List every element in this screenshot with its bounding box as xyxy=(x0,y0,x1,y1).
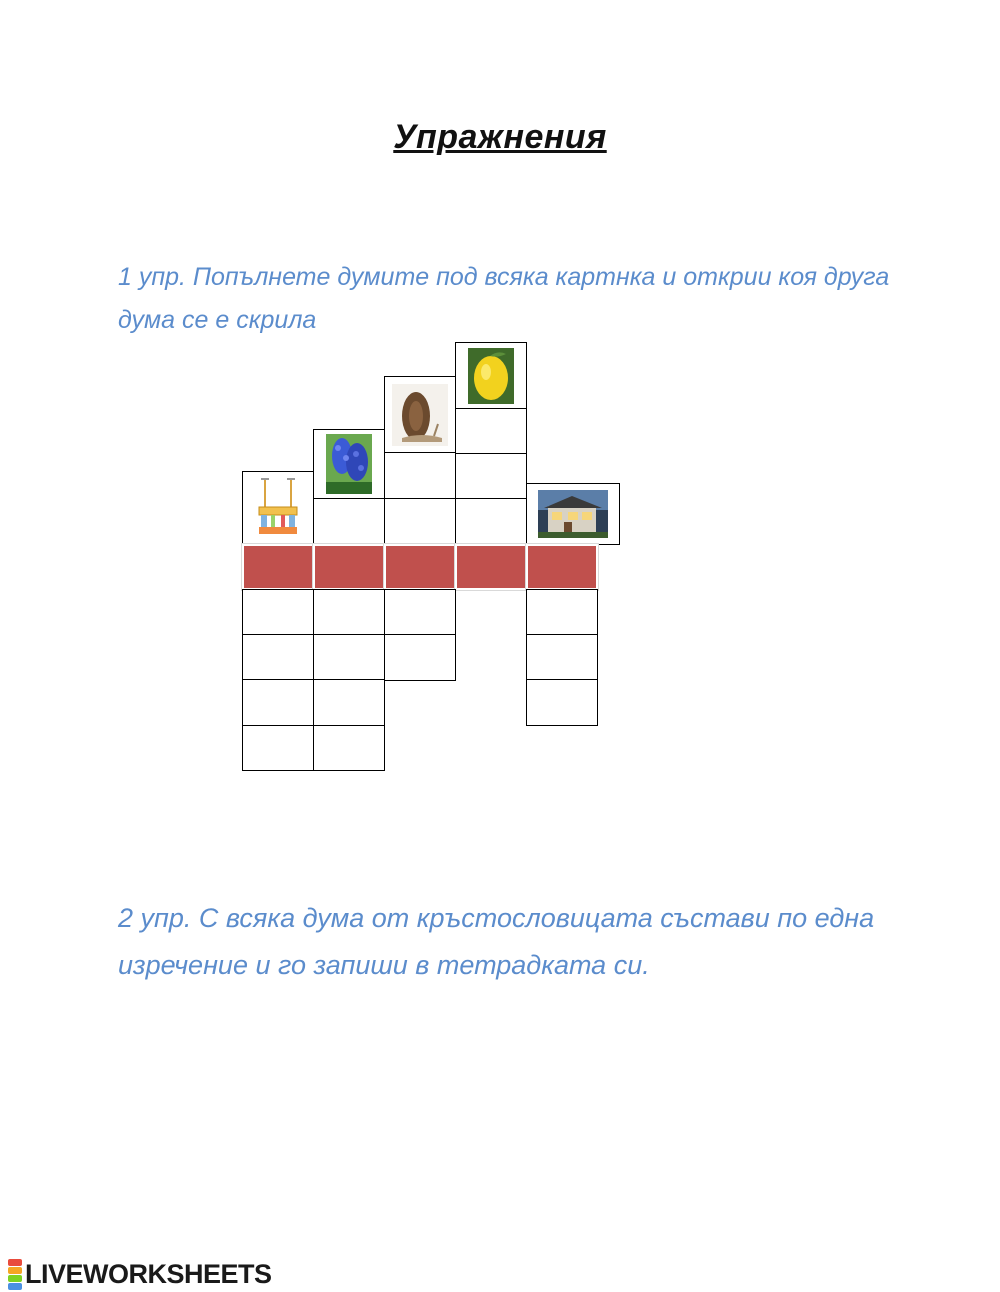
logo-text: LIVEWORKSHEETS xyxy=(25,1258,272,1289)
crossword-cell[interactable] xyxy=(242,679,314,726)
swing-icon xyxy=(251,477,305,539)
hidden-word-cell[interactable] xyxy=(455,544,527,590)
crossword-cell[interactable] xyxy=(313,634,385,680)
picture-swing xyxy=(242,471,314,544)
logo-bar xyxy=(8,1259,22,1266)
snail-icon xyxy=(392,384,448,446)
logo-bar xyxy=(8,1267,22,1274)
crossword-cell[interactable] xyxy=(313,725,385,771)
crossword-cell[interactable] xyxy=(384,498,456,545)
exercise-1-instruction: 1 упр. Попълнете думите под всяка картнка и открии коя друга дума се е скрила xyxy=(118,263,890,334)
exercise-2-instruction: 2 упр. С всяка дума от кръстословицата състави по една изречение и го запиши в тетрадката си. xyxy=(118,903,875,980)
crossword-cell[interactable] xyxy=(384,452,456,499)
picture-quince xyxy=(455,342,527,409)
crossword-cell[interactable] xyxy=(242,725,314,771)
picture-snail xyxy=(384,376,456,453)
crossword-cell[interactable] xyxy=(313,679,385,726)
quince-icon xyxy=(468,348,514,404)
crossword-cell[interactable] xyxy=(313,589,385,635)
crossword-cell[interactable] xyxy=(455,408,527,454)
crossword-cell[interactable] xyxy=(526,589,598,635)
hidden-word-cell[interactable] xyxy=(384,544,456,590)
logo-bar xyxy=(8,1283,22,1290)
crossword-cell[interactable] xyxy=(384,634,456,681)
crossword-cell[interactable] xyxy=(384,589,456,635)
crossword-cell[interactable] xyxy=(455,498,527,545)
hidden-word-cell[interactable] xyxy=(526,544,598,590)
crossword-cell[interactable] xyxy=(526,634,598,680)
logo-bar xyxy=(8,1275,22,1282)
liveworksheets-logo[interactable] xyxy=(8,1256,272,1292)
hidden-word-cell[interactable] xyxy=(242,544,314,590)
crossword-cell[interactable] xyxy=(242,634,314,680)
picture-house xyxy=(526,483,620,545)
hyacinth-icon xyxy=(326,434,372,494)
crossword-cell[interactable] xyxy=(526,679,598,726)
crossword-cell[interactable] xyxy=(313,498,385,545)
house-icon xyxy=(538,490,608,538)
page-title: Упражнения xyxy=(393,118,607,156)
crossword-cell[interactable] xyxy=(455,453,527,499)
hidden-word-cell[interactable] xyxy=(313,544,385,590)
logo-mark-icon xyxy=(8,1258,22,1290)
crossword-cell[interactable] xyxy=(242,589,314,635)
picture-hyacinth xyxy=(313,429,385,499)
